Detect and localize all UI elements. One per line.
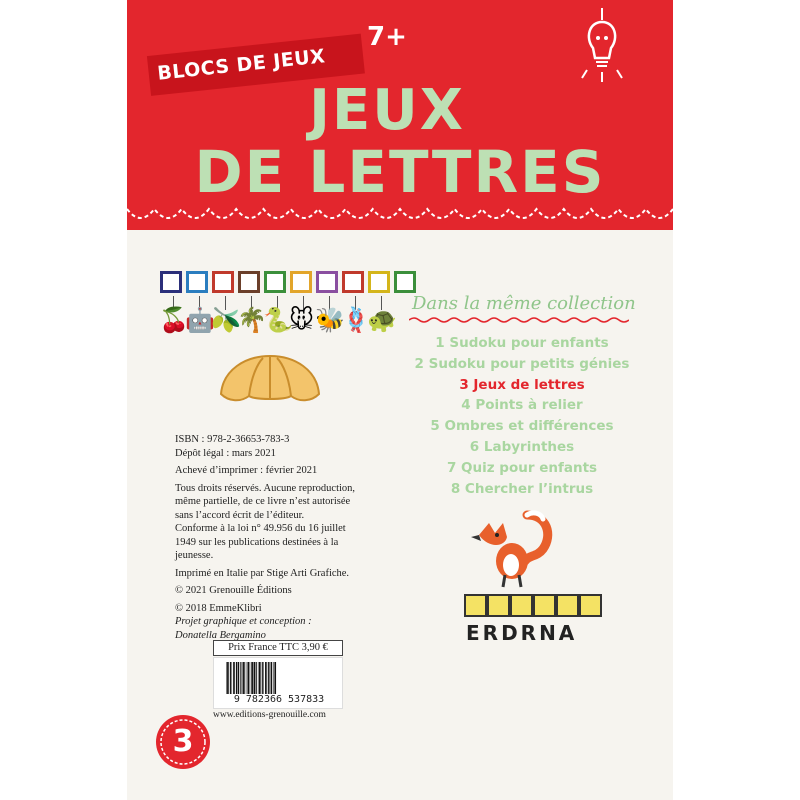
collection-list (397, 333, 647, 499)
barcode-bar (254, 662, 256, 694)
collection-item: 8 Chercher l’intrus (450, 480, 594, 497)
puzzle-item-icon: 🍒 (159, 306, 189, 334)
collection-heading: Dans la même collection (412, 293, 636, 314)
collection-item: 6 Labyrinthes (469, 438, 575, 455)
letter-square (212, 271, 234, 293)
collection-item: 1 Sudoku pour enfants (435, 335, 609, 351)
law-notice: Conforme à la loi n° 49.956 du 16 juillet 1949 sur les publications destinées à la jeunesse. (175, 523, 346, 561)
website-link[interactable]: www.editions-grenouille.com (213, 710, 326, 720)
collection-item: 5 Ombres et différences (430, 418, 614, 435)
barcode-bar (232, 662, 233, 694)
letter-square (238, 271, 260, 293)
barcode-bar (273, 662, 274, 694)
scalloped-edge (127, 200, 673, 242)
letter-square (264, 271, 286, 293)
letter-square (186, 271, 208, 293)
volume-number: 3 (172, 724, 194, 759)
scrambled-word: ERDRNA (466, 621, 578, 645)
depot-legal: Dépôt légal : mars 2021 (175, 447, 276, 459)
barcode-bars (224, 662, 334, 694)
barcode-bar (250, 662, 251, 694)
barcode-bar (227, 662, 229, 694)
barcode-bar (242, 662, 243, 694)
barcode-bar (247, 662, 249, 694)
legal-notice (175, 433, 365, 642)
barcode-bar (251, 662, 253, 694)
puzzle-item-icon: 🐢 (367, 306, 397, 334)
letter-square (316, 271, 338, 293)
letter-square (368, 271, 390, 293)
barcode-bar (262, 662, 263, 694)
barcode-bar (268, 662, 269, 694)
lightbulb-icon (577, 8, 627, 88)
barcode-bar (256, 662, 257, 694)
barcode-bar (269, 662, 270, 694)
croissant-icon (215, 350, 325, 405)
answer-box (533, 594, 556, 617)
isbn: ISBN : 978-2-36653-783-3 (175, 434, 290, 445)
collection-item: 2 Sudoku pour petits génies (414, 355, 630, 372)
puzzle-item-icon: 🐝 (315, 306, 345, 334)
printer-notice: Imprimé en Italie par Stige Arti Grafiche. (175, 567, 350, 579)
barcode-bar (243, 662, 245, 694)
barcode-bar (271, 662, 273, 694)
barcode-bar (226, 662, 227, 694)
barcode-bar (274, 662, 276, 694)
answer-box (510, 594, 533, 617)
answer-box (579, 594, 602, 617)
answer-box (487, 594, 510, 617)
barcode-bar (259, 662, 261, 694)
answer-box (556, 594, 579, 617)
puzzle-item-icon: 🐭 (289, 306, 315, 334)
acheve-imprimer: Achevé d’imprimer : février 2021 (175, 465, 318, 476)
book-back-cover (127, 0, 673, 800)
rights-notice: Tous droits réservés. Aucune reproduction, même partielle, de ce livre n’est autorisée sans l’accord écrit de l’éditeur. (175, 482, 356, 521)
barcode-bar (258, 662, 259, 694)
collection-item: 3 Jeux de lettres (459, 376, 585, 393)
puzzle-item-icon: 🐍 (263, 306, 293, 334)
letter-square (394, 271, 416, 293)
title-line-1: JEUX (309, 78, 465, 143)
barcode-bar (233, 662, 235, 694)
collection-item: 7 Quiz pour enfants (446, 459, 598, 476)
puzzle-item-icon: 🌴 (237, 306, 267, 334)
fox-icon (467, 505, 557, 590)
barcode-bar (263, 662, 264, 694)
barcode-bar (238, 662, 240, 694)
barcode-number: 9 782366 537833 (233, 694, 325, 705)
barcode-bar (230, 662, 231, 694)
collection-item: 4 Points à relier (461, 397, 583, 414)
puzzle-item-icon: 🫒 (211, 306, 241, 334)
copyright-1: © 2021 Grenouille Éditions (175, 585, 292, 596)
barcode-bar (236, 662, 237, 694)
age-label: 7+ (367, 22, 407, 52)
price-label: Prix France TTC 3,90 € (213, 640, 343, 656)
letter-square (290, 271, 312, 293)
credit-name: Donatella Bergamino (175, 629, 266, 641)
barcode-bar (240, 662, 241, 694)
letter-square (342, 271, 364, 293)
series-label: BLOCS DE JEUX (156, 45, 327, 85)
title-line-2: DE LETTRES (194, 138, 606, 206)
credit-label: Projet graphique et conception : (175, 616, 312, 627)
puzzle-item-icon: 🪢 (341, 306, 371, 334)
answer-box (464, 594, 487, 617)
barcode-bar (265, 662, 267, 694)
barcode-bar (246, 662, 247, 694)
puzzle-item-icon: 🤖 (185, 306, 215, 334)
barcode (213, 657, 343, 709)
collection-underline (409, 316, 629, 324)
copyright-2: © 2018 EmmeKlibri (175, 602, 262, 614)
letter-square (160, 271, 182, 293)
